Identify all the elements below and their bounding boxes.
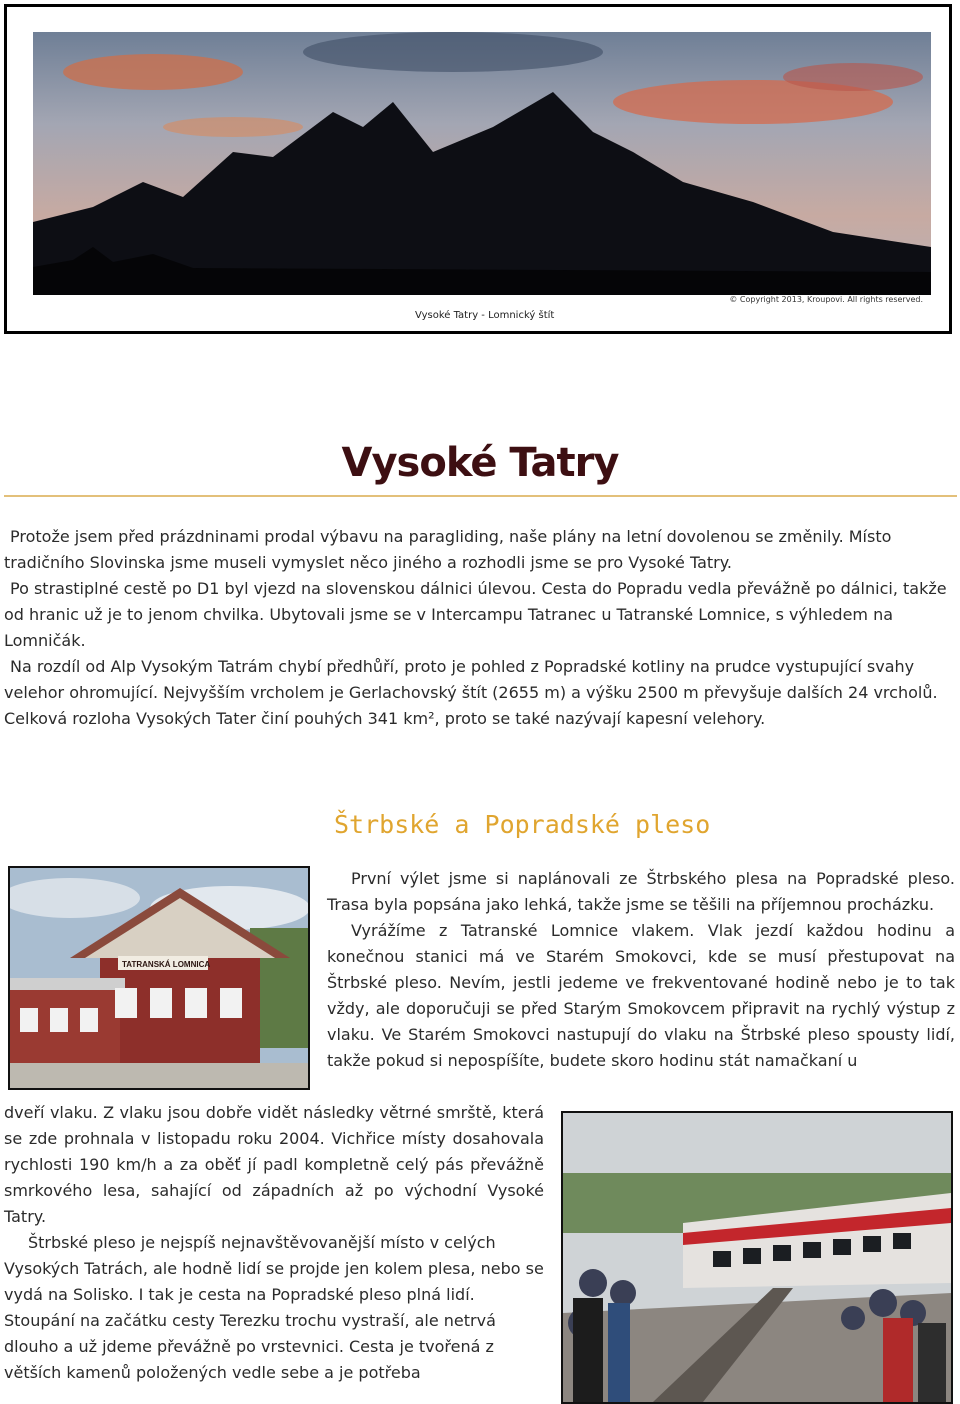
title-divider [4,495,957,497]
hero-panel [4,4,952,334]
section-right-column [327,866,955,1074]
section-left-column [4,1230,550,1386]
crowded-train-platform-photo [561,1111,953,1404]
section-paragraph: První výlet jsme si naplánovali ze Štrbského plesa na Popradské pleso. Trasa byla popsána jako lehká, takže jsme se těšili na příjemnou procházku. [327,869,955,914]
intro-paragraph: Po strastiplné cestě po D1 byl vjezd na slovenskou dálnici úlevou. Cesta do Popradu vedla převážně po dálnici, takže od hranic už je to jenom chvilka. Ubytovali jsme se v Intercampu Tatranec u Tatranské Lomnice, s výhledem na Lomničák. [4,579,947,650]
hero-copyright: © Copyright 2013, Kroupovi. All rights reserved. [729,295,923,304]
page-title: Vysoké Tatry [341,440,619,486]
section-paragraph: Štrbské pleso je nejspíš nejnavštěvovanější místo v celých Vysokých Tatrách, ale hodně lidí se projde jen kolem plesa, nebo se vydá na Solisko. I tak je cesta na Popradské pleso plná lidí. Stoupání na začátku cesty Terezku trochu vystraší, ale netrvá dlouho a už jdeme převážně po vrstevnici. Cesta je tvořená z větších kamenů položených vedle sebe a je potřeba [4,1233,544,1382]
intro-text [4,524,956,732]
section-heading: Štrbské a Popradské pleso [334,810,711,839]
train-station-photo [8,866,310,1090]
section-paragraph: dveří vlaku. Z vlaku jsou dobře vidět následky větrné smrště, která se zde prohnala v listopadu roku 2004. Vichřice místy dosahovala rychlosti 190 km/h a za oběť jí padl kompletně celý pás převážně smrkového lesa, sahající od západních až po východní Vysoké Tatry. [4,1103,544,1226]
station-sign: TATRANSKÁ LOMNICA [122,960,211,969]
mountain-panorama-photo [33,32,931,295]
intro-paragraph: Protože jsem před prázdninami prodal výbavu na paragliding, naše plány na letní dovolenou se změnily. Místo tradičního Slovinska jsme museli vymyslet něco jiného a rozhodli jsme se pro Vysoké Tatry. [4,527,892,572]
section-continuation [4,1100,544,1230]
hero-caption: Vysoké Tatry - Lomnický štít [415,310,555,321]
intro-paragraph: Na rozdíl od Alp Vysokým Tatrám chybí předhůří, proto je pohled z Popradské kotliny na prudce vystupující svahy velehor ohromující. Nejvyšším vrcholem je Gerlachovský štít (2655 m) a výšku 2500 m převyšuje dalších 24 vrcholů. Celková rozloha Vysokých Tater činí pouhých 341 km², proto se také nazývají kapesní velehory. [4,657,938,728]
section-paragraph: Vyrážíme z Tatranské Lomnice vlakem. Vlak jezdí každou hodinu a konečnou stanici má ve Starém Smokovci, kde se musí přestupovat na Štrbské pleso. Nevím, jestli jedeme ve frekventované hodině nebo je to tak vždy, ale doporučuji se před Starým Smokovcem připravit na rychlý výstup z vlaku. Ve Starém Smokovci nastupují do vlaku na Štrbské pleso spousty lidí, takže pokud si nepospíšíte, budete skoro hodinu stát namačkaní u [327,921,955,1070]
